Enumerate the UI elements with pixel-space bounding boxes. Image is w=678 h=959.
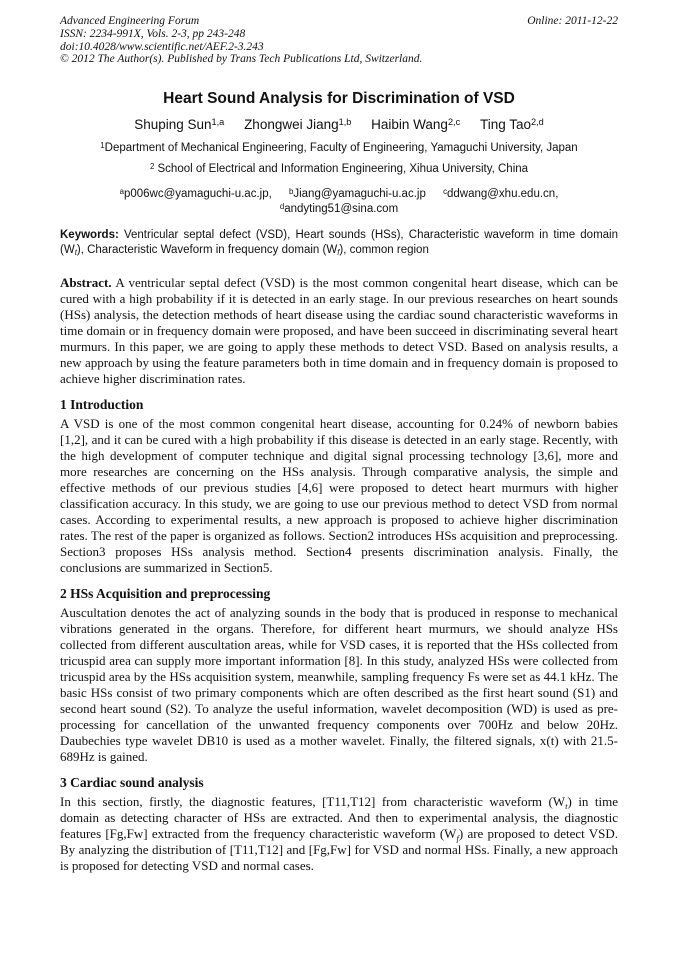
author-name: Haibin Wang <box>371 117 448 133</box>
email-marker: a <box>119 186 124 196</box>
keywords-text: Ventricular septal defect (VSD), Heart sounds (HSs), Characteristic waveform in time domain $(W_t)$, Characteristic Waveform in frequency domain $(W_f)$, common region <box>60 229 618 257</box>
abstract-text: A ventricular septal defect (VSD) is the most common congenital heart disease, which can be cured with a high probability if it is detected in an early stage. In our previous researches on heart sounds (HSs) analysis, the detection methods of heart disease using the cardiac sound characteristic waveforms in time domain or in frequency domain were proposed, and have been succeed in discriminating several heart murmurs. In this paper, we are going to apply these methods to detect VSD. Based on analysis results, a new approach by using the feature parameters both in time domain and in frequency domain is proposed to achieve higher discrimination rates. <box>60 275 618 387</box>
journal-header-row <box>60 15 618 28</box>
affiliation-text: School of Electrical and Information Engineering, Xihua University, China <box>154 163 529 176</box>
affiliation-marker: 1 <box>100 140 105 150</box>
section-heading: 3 Cardiac sound analysis <box>60 775 204 791</box>
journal-header <box>60 15 618 66</box>
author-name: Zhongwei Jiang <box>244 117 339 133</box>
email <box>120 188 272 200</box>
page-content <box>60 15 618 874</box>
affiliation-marker: 2 <box>149 161 155 171</box>
email-marker: d <box>279 201 285 211</box>
email-marker: b <box>289 186 294 196</box>
keywords-label: Keywords: <box>60 229 119 242</box>
email-address: p006wc@yamaguchi-u.ac.jp, <box>123 188 272 201</box>
author-name: Shuping Sun <box>134 117 212 133</box>
section-heading: 2 HSs Acquisition and preprocessing <box>60 586 271 602</box>
affiliation-text: Department of Mechanical Engineering, Faculty of Engineering, Yamaguchi University, Japan <box>104 142 578 155</box>
doi-line: doi:10.4028/www.scientific.net/AEF.2-3.243 <box>60 40 264 53</box>
section-heading: 1 Introduction <box>60 397 144 413</box>
abstract-block <box>60 275 618 387</box>
email-marker: c <box>443 186 447 196</box>
email <box>443 188 558 200</box>
author-name: Ting Tao <box>479 117 532 133</box>
author <box>371 117 460 132</box>
online-date: Online: 2011-12-22 <box>527 15 618 27</box>
abstract-label: Abstract. <box>60 275 112 291</box>
email <box>280 203 398 215</box>
copyright-line: © 2012 The Author(s). Published by Trans Tech Publications Ltd, Switzerland. <box>60 53 423 66</box>
section-cardiac-sound-analysis <box>60 775 618 874</box>
affiliation <box>60 163 618 176</box>
section-paragraph: In this section, firstly, the diagnostic features, [T11,T12] from characteristic waveform $(W_t)$ in time domain as detecting character of HSs are extracted. And then to experimental analysis, the diagnostic features [Fg,Fw] extracted from the frequency characteristic waveform $(W_f)$ are proposed to detect VSD. By analyzing the distribution of [T11,T12] and [Fg,Fw] for VSD and normal HSs. Finally, a new approach is proposed for detecting VSD and normal cases. <box>60 794 618 874</box>
email-address: ddwang@xhu.edu.cn, <box>446 188 559 201</box>
author <box>134 117 224 132</box>
author-affiliation-marker: 1,b <box>338 117 352 128</box>
keywords-block <box>60 228 618 257</box>
email <box>289 188 426 200</box>
issn-line: ISSN: 2234-991X, Vols. 2-3, pp 243-248 <box>60 27 246 40</box>
author-affiliation-marker: 1,a <box>211 117 225 128</box>
section-paragraph: A VSD is one of the most common congenital heart disease, accounting for 0.24% of newborn babies [1,2], and it can be cured with a high probability if this disease is detected in an early stage. Recently, with the high development of computer technique and digital signal processing technology [3,6], more and more researches are concerning on the HSs analysis. Through comparative analysis, the simple and effective methods of our previous studies [4,6] were proposed to detect heart murmurs with higher classification accuracy. In this study, we are going to use our previous method to detect VSD from normal cases. According to experimental results, a new approach is proposed to achieve higher discrimination rates. The rest of the paper is organized as follows. Section2 introduces HSs acquisition and preprocessing. Section3 proposes HSs analysis method. Section4 presents discrimination analysis. Finally, the conclusions are summarized in Section5. <box>60 416 618 576</box>
author-affiliation-marker: 2,d <box>531 117 544 128</box>
author-affiliation-marker: 2,c <box>447 117 461 128</box>
author <box>244 117 351 132</box>
section-introduction <box>60 397 618 576</box>
author <box>480 117 544 132</box>
emails-line2 <box>60 202 618 217</box>
authors-line <box>60 116 618 133</box>
section-paragraph: Auscultation denotes the act of analyzing sounds in the body that is produced in response to mechanical vibrations generated in the organs. Therefore, for different heart murmurs, we should analyze HSs collected from different auscultation areas, while for VSD cases, it is reported that the HSs collected from tricuspid area can supply more important information [8]. In this study, analyzed HSs were collected from tricuspid area by the HSs acquisition system, meanwhile, sampling frequency Fs were set as 44.1 kHz. The basic HSs consist of two primary components which are often described as the first heart sound (S1) and second heart sound (S2). To analyze the useful information, wavelet decomposition (WD) is used as pre-processing for cancellation of the unwanted frequency components over 700Hz and below 20Hz. Daubechies type wavelet DB10 is used as a mother wavelet. Finally, the filtered signals, x(t) with 21.5-689Hz is gained. <box>60 605 618 765</box>
paper-title: Heart Sound Analysis for Discrimination of VSD <box>163 90 515 108</box>
emails-line1 <box>60 187 618 202</box>
email-address: andyting51@sina.com <box>284 203 399 216</box>
affiliation <box>60 142 618 155</box>
journal-name: Advanced Engineering Forum <box>60 15 200 27</box>
email-address: Jiang@yamaguchi-u.ac.jp <box>293 188 426 201</box>
section-hss-acquisition <box>60 586 618 765</box>
